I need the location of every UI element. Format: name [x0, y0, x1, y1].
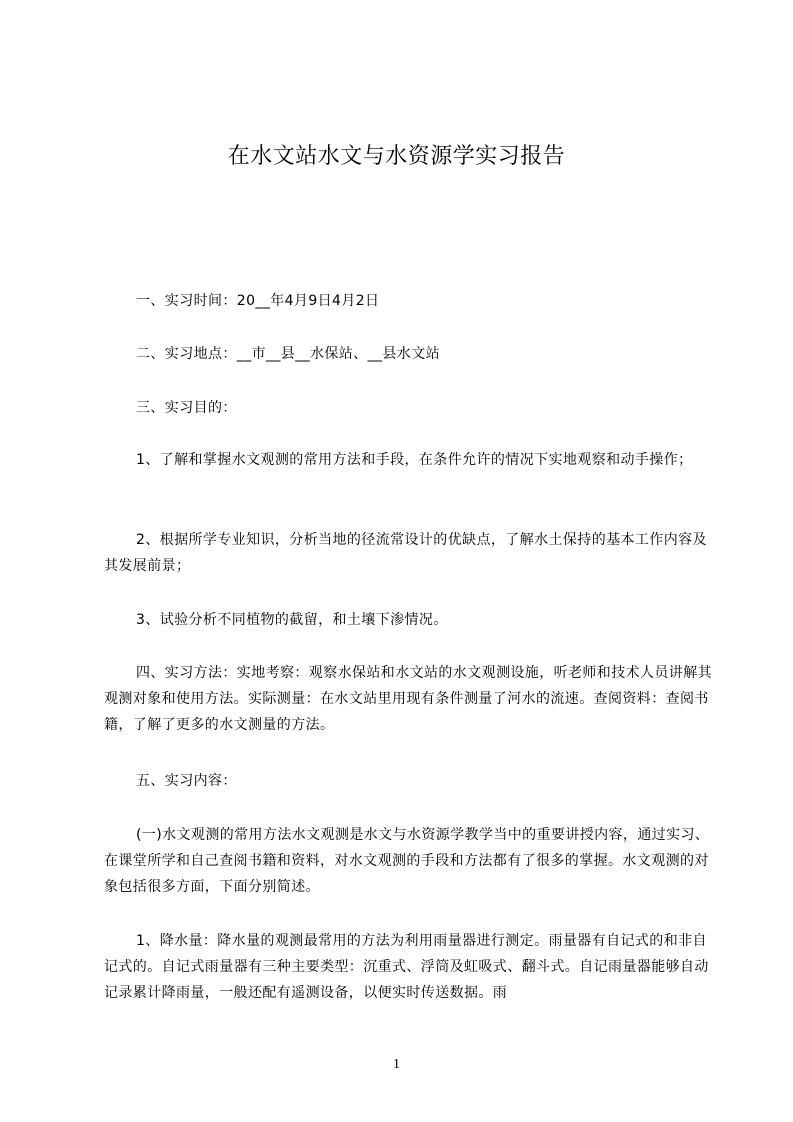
document-title: 在水文站水文与水资源学实习报告	[227, 144, 566, 169]
paragraph-purpose-item-3: 3、试验分析不同植物的截留，和土壤下渗情况。	[136, 612, 448, 628]
paragraph-purpose-item-1: 1、了解和掌握水文观测的常用方法和手段，在条件允许的情况下实地观察和动手操作；	[136, 452, 693, 468]
paragraph-internship-time: 一、实习时间：20__年4月9日4月2日	[136, 293, 380, 309]
paragraph-hydrologic-observation: (一)水文观测的常用方法水文观测是水文与水资源学教学当中的重要讲授内容，通过实习、在课堂所学和自己查阅书籍和资料，对水文观测的手段和方法都有了很多的掌握。水文观测的对象包括很多方面，下面分别简述。	[104, 827, 710, 895]
page-number: 1	[393, 1057, 400, 1072]
paragraph-internship-purpose-heading: 三、实习目的：	[136, 400, 237, 416]
paragraph-precipitation: 1、降水量：降水量的观测最常用的方法为利用雨量器进行测定。雨量器有自记式的和非自记式的。自记式雨量器有三种主要类型：沉重式、浮筒及虹吸式、翻斗式。自记雨量器能够自动记录累计降雨量，一般还配有遥测设备，以便实时传送数据。雨	[104, 933, 709, 1001]
paragraph-internship-content-heading: 五、实习内容：	[136, 773, 237, 789]
paragraph-purpose-item-2: 2、根据所学专业知识，分析当地的径流常设计的优缺点，了解水土保持的基本工作内容及其发展前景；	[104, 532, 707, 574]
paragraph-internship-method: 四、实习方法：实地考察：观察水保站和水文站的水文观测设施，听老师和技术人员讲解其观测对象和使用方法。实际测量：在水文站里用现有条件测量了河水的流速。查阅资料：查阅书籍，了解了更多的水文测量的方法。	[104, 665, 712, 733]
paragraph-internship-location: 二、实习地点：__市__县__水保站、__县水文站	[136, 346, 440, 362]
